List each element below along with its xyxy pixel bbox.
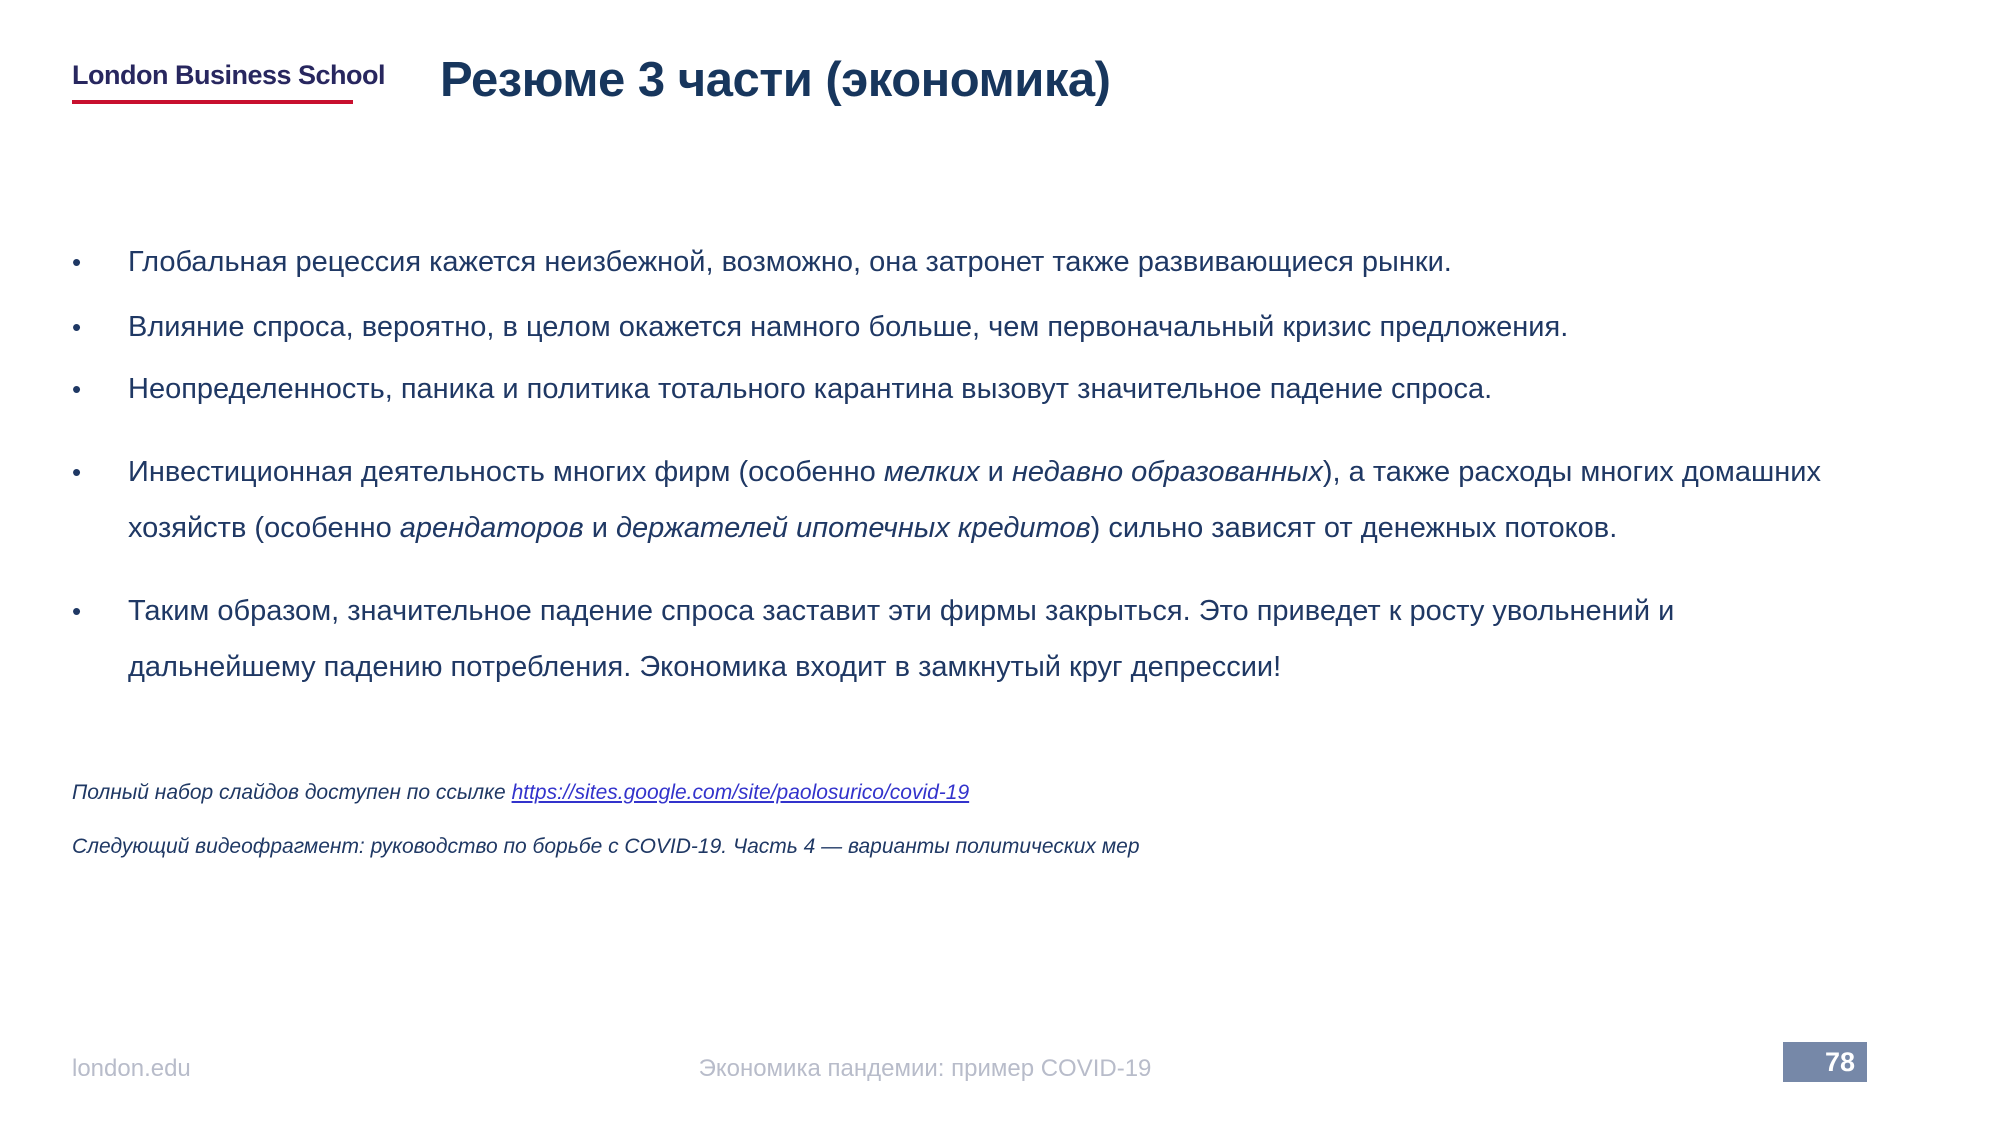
bullet-dot-icon: • xyxy=(72,312,82,342)
bullet-text-1 xyxy=(128,234,1825,290)
bullet-dot-icon: • xyxy=(72,457,82,487)
bullet-dot-icon: • xyxy=(72,374,82,404)
bullet-dot-icon: • xyxy=(72,596,82,626)
emphasis-text: мелких xyxy=(883,456,980,488)
bullet-item-5 xyxy=(72,583,1825,695)
text-run: и xyxy=(583,512,616,544)
emphasis-text: держателей ипотечных кредитов xyxy=(615,512,1091,544)
text-run: Влияние спроса, вероятно, в целом окажется намного больше, чем первоначальный кризис предложения. xyxy=(128,311,1569,343)
footnote-next-video xyxy=(72,834,1825,860)
footer-deck-title: Экономика пандемии: пример COVID-19 xyxy=(698,1055,1152,1082)
emphasis-text: арендаторов xyxy=(399,512,584,544)
bullet-text-4 xyxy=(128,444,1825,556)
bullet-text-3 xyxy=(128,361,1825,417)
slide-title: Резюме 3 части (экономика) xyxy=(440,53,1111,107)
text-run: ) сильно зависят от денежных потоков. xyxy=(1090,512,1618,544)
text-run: Неопределенность, паника и политика тотального карантина вызовут значительное падение спроса. xyxy=(128,373,1493,405)
lbs-logo-text: London Business School xyxy=(72,60,386,90)
text-run: Следующий видеофрагмент: руководство по борьбе с COVID-19. Часть 4 — варианты политических мер xyxy=(72,835,1140,858)
lbs-logo xyxy=(72,60,386,104)
lbs-logo-red-rule xyxy=(72,100,353,104)
text-run: ), а также расходы многих домашних хозяйств (особенно xyxy=(128,456,1821,544)
bullet-item-1 xyxy=(72,234,1825,290)
emphasis-text: недавно образованных xyxy=(1011,456,1323,488)
bullet-list xyxy=(72,234,1825,704)
text-run: Таким образом, значительное падение спроса заставит эти фирмы закрыться. Это приведет к росту увольнений и дальнейшему падению потребления. Экономика входит в замкнутый круг депрессии! xyxy=(128,595,1675,683)
bullet-text-2 xyxy=(128,299,1825,355)
footnotes xyxy=(72,780,1825,888)
footer-london-edu: london.edu xyxy=(72,1055,191,1082)
bullet-text-5 xyxy=(128,583,1825,695)
bullet-item-4 xyxy=(72,444,1825,556)
page-number-badge: 78 xyxy=(1783,1042,1867,1082)
bullet-item-2 xyxy=(72,299,1825,355)
bullet-item-3 xyxy=(72,361,1825,417)
text-run: Инвестиционная деятельность многих фирм (особенно xyxy=(128,456,884,488)
footnote-slides-link xyxy=(72,780,1825,806)
bullet-dot-icon: • xyxy=(72,247,82,277)
text-run: и xyxy=(979,456,1012,488)
text-run: Полный набор слайдов доступен по ссылке xyxy=(72,781,512,804)
text-run: Глобальная рецессия кажется неизбежной, возможно, она затронет также развивающиеся рынки. xyxy=(128,246,1452,278)
covid19-slides-hyperlink[interactable]: https://sites.google.com/site/paolosurico/covid-19 xyxy=(511,781,970,804)
